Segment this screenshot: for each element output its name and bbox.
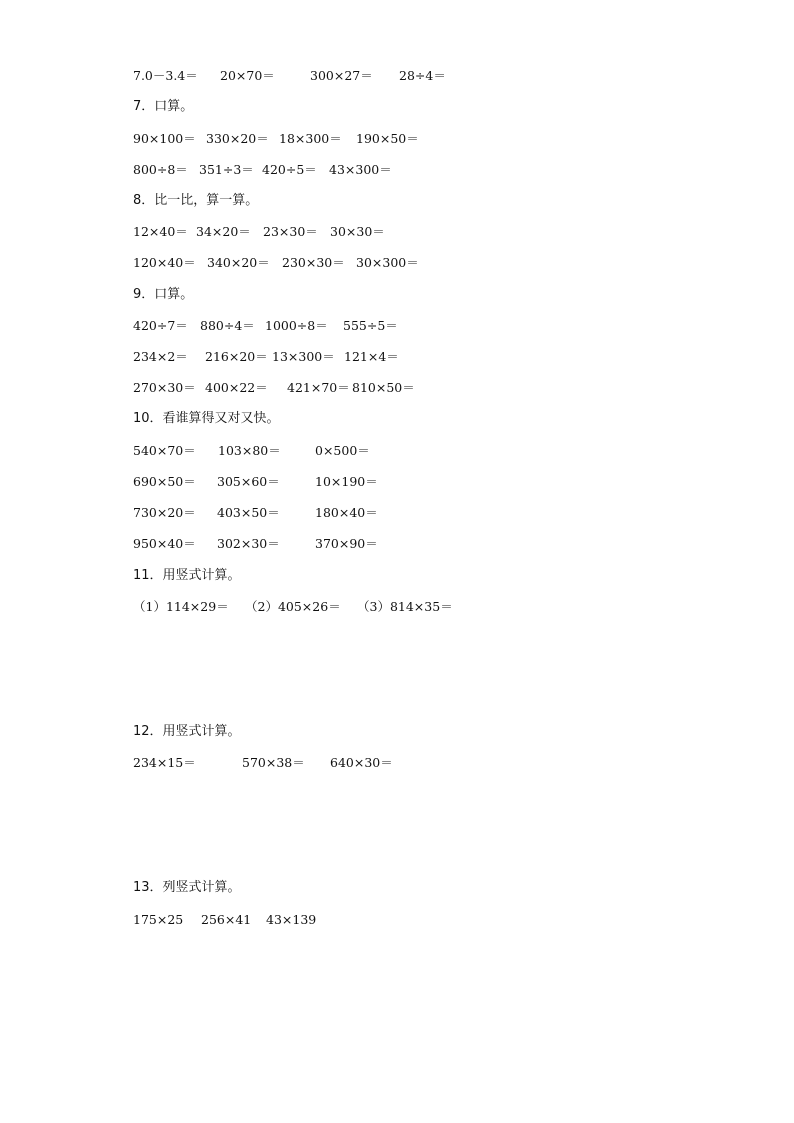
problem-item: 7.0－3.4＝ bbox=[133, 68, 198, 83]
problem-item: 690×50＝ bbox=[133, 474, 196, 489]
problem-item: 1000÷8＝ bbox=[265, 318, 328, 333]
problem-item: 540×70＝ bbox=[133, 443, 196, 458]
problem-item: 950×40＝ bbox=[133, 536, 196, 551]
problem-item: 10×190＝ bbox=[315, 474, 378, 489]
problem-item: 34×20＝ bbox=[196, 224, 251, 239]
problem-item: 570×38＝ bbox=[242, 755, 305, 770]
problem-item: 640×30＝ bbox=[330, 755, 393, 770]
problem-item: （1）114×29＝ bbox=[133, 599, 229, 614]
problem-item: （3）814×35＝ bbox=[357, 599, 453, 614]
problem-item: 340×20＝ bbox=[207, 255, 270, 270]
question-heading: 10．看谁算得又对又快。 bbox=[133, 411, 280, 426]
problem-item: 30×300＝ bbox=[356, 255, 419, 270]
problem-item: 190×50＝ bbox=[356, 131, 419, 146]
problem-item: 351÷3＝ bbox=[199, 162, 254, 177]
problem-item: 420÷7＝ bbox=[133, 318, 188, 333]
problem-item: 230×30＝ bbox=[282, 255, 345, 270]
problem-item: 234×2＝ bbox=[133, 349, 188, 364]
problem-item: 302×30＝ bbox=[217, 536, 280, 551]
problem-item: 43×300＝ bbox=[329, 162, 392, 177]
question-heading: 12．用竖式计算。 bbox=[133, 724, 241, 739]
question-heading: 11．用竖式计算。 bbox=[133, 568, 241, 583]
problem-item: 12×40＝ bbox=[133, 224, 188, 239]
question-heading: 13．列竖式计算。 bbox=[133, 880, 241, 895]
problem-item: 28÷4＝ bbox=[399, 68, 446, 83]
problem-item: 403×50＝ bbox=[217, 505, 280, 520]
problem-item: 370×90＝ bbox=[315, 536, 378, 551]
problem-item: 421×70＝ bbox=[287, 380, 350, 395]
problem-item: 30×30＝ bbox=[330, 224, 385, 239]
problem-item: 103×80＝ bbox=[218, 443, 281, 458]
problem-item: 18×300＝ bbox=[279, 131, 342, 146]
problem-item: 810×50＝ bbox=[352, 380, 415, 395]
problem-item: 420÷5＝ bbox=[262, 162, 317, 177]
problem-item: 121×4＝ bbox=[344, 349, 399, 364]
problem-item: 175×25 bbox=[133, 912, 184, 927]
problem-item: 23×30＝ bbox=[263, 224, 318, 239]
problem-item: 90×100＝ bbox=[133, 131, 196, 146]
problem-item: 300×27＝ bbox=[310, 68, 373, 83]
problem-item: （2）405×26＝ bbox=[245, 599, 341, 614]
problem-item: 0×500＝ bbox=[315, 443, 370, 458]
problem-item: 800÷8＝ bbox=[133, 162, 188, 177]
problem-item: 555÷5＝ bbox=[343, 318, 398, 333]
problem-item: 270×30＝ bbox=[133, 380, 196, 395]
question-heading: 7．口算。 bbox=[133, 99, 194, 114]
problem-item: 216×20＝ bbox=[205, 349, 268, 364]
problem-item: 880÷4＝ bbox=[200, 318, 255, 333]
question-heading: 9．口算。 bbox=[133, 287, 194, 302]
problem-item: 730×20＝ bbox=[133, 505, 196, 520]
problem-item: 20×70＝ bbox=[220, 68, 275, 83]
problem-item: 43×139 bbox=[266, 912, 317, 927]
question-heading: 8．比一比，算一算。 bbox=[133, 193, 259, 208]
problem-item: 120×40＝ bbox=[133, 255, 196, 270]
problem-item: 256×41 bbox=[201, 912, 252, 927]
problem-item: 330×20＝ bbox=[206, 131, 269, 146]
problem-item: 400×22＝ bbox=[205, 380, 268, 395]
problem-item: 234×15＝ bbox=[133, 755, 196, 770]
problem-item: 13×300＝ bbox=[272, 349, 335, 364]
problem-item: 305×60＝ bbox=[217, 474, 280, 489]
problem-item: 180×40＝ bbox=[315, 505, 378, 520]
